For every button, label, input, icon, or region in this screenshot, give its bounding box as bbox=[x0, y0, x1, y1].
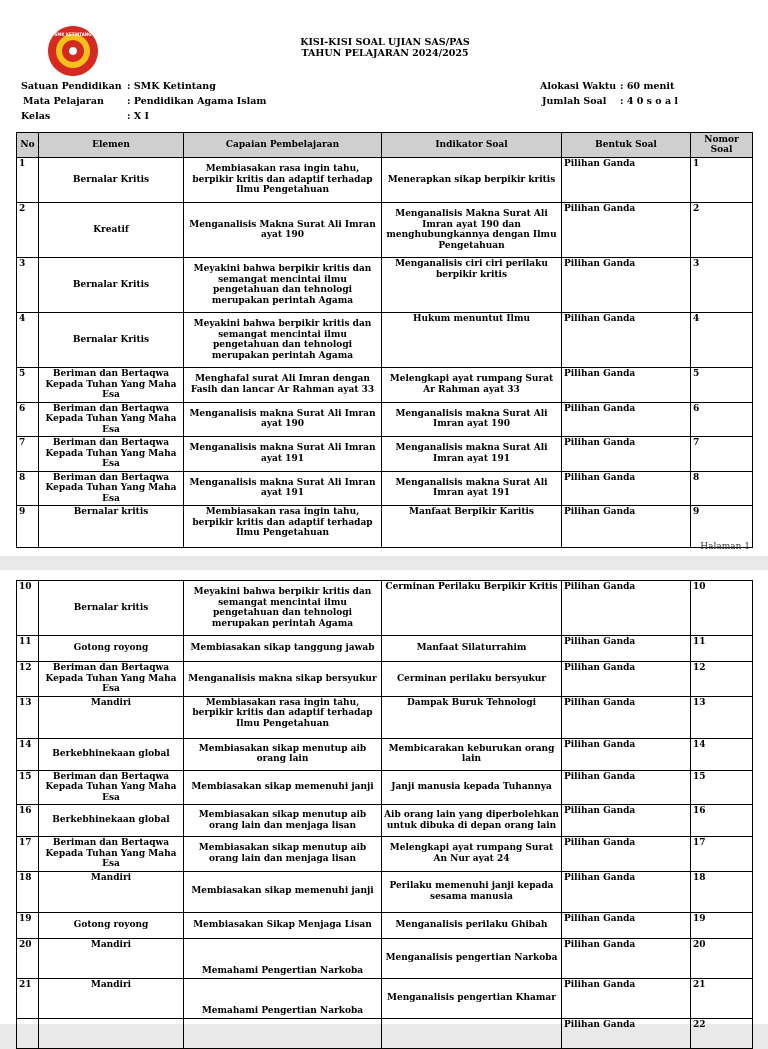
table-row: 11 Gotong royong Membiasakan sikap tanggung jawab Manfaat Silaturrahim Pilihan Ganda 11 bbox=[17, 636, 753, 662]
header-nomor: Nomor Soal bbox=[691, 133, 753, 158]
table-row: 5 Beriman dan Bertaqwa Kepada Tuhan Yang Maha Esa Menghafal surat Ali Imran dengan Fasih dan lancar Ar Rahman ayat 33 Melengkapi ayat rumpang Surat Ar Rahman ayat 33 Pilihan Ganda 5 bbox=[17, 368, 753, 403]
table-row: 17 Beriman dan Bertaqwa Kepada Tuhan Yang Maha Esa Membiasakan sikap menutup aib orang lain dan menjaga lisan Melengkapi ayat rumpang Surat An Nur ayat 24 Pilihan Ganda 17 bbox=[17, 837, 753, 872]
jumlah-label: Jumlah Soal bbox=[542, 96, 607, 107]
satuan-label: Satuan Pendidikan bbox=[21, 81, 122, 92]
table-row: 18 Mandiri Membiasakan sikap memenuhi janji Perilaku memenuhi janji kepada sesama manusia Pilihan Ganda 18 bbox=[17, 871, 753, 912]
page-number: Halaman 1 bbox=[700, 542, 750, 552]
table-row: 3 Bernalar Kritis Meyakini bahwa berpikir kritis dan semangat mencintai ilmu pengetahuan dan tehnologi merupakan perintah Agama Menganalisis ciri ciri perilaku berpikir kritis Pilihan Ganda 3 bbox=[17, 258, 753, 313]
kisi-table-page-1 bbox=[16, 132, 753, 548]
jumlah-value: : 4 0 s o a l bbox=[620, 96, 679, 107]
table-row: 4 Bernalar Kritis Meyakini bahwa berpikir kritis dan semangat mencintai ilmu pengetahuan dan tehnologi merupakan perintah Agama Hukum menuntut Ilmu Pilihan Ganda 4 bbox=[17, 313, 753, 368]
table-row: 6 Beriman dan Bertaqwa Kepada Tuhan Yang Maha Esa Menganalisis makna Surat Ali Imran ayat 190 Menganalisis makna Surat Ali Imran ayat 190 Pilihan Ganda 6 bbox=[17, 402, 753, 437]
table-row: 16 Berkebhinekaan global Membiasakan sikap menutup aib orang lain dan menjaga lisan Aib orang lain yang diperbolehkan untuk dibuka di depan orang lain Pilihan Ganda 16 bbox=[17, 805, 753, 837]
kisi-table-page-2 bbox=[16, 580, 753, 1049]
document-page-2 bbox=[0, 570, 768, 1030]
kelas-label: Kelas bbox=[21, 111, 51, 122]
table-row: 8 Beriman dan Bertaqwa Kepada Tuhan Yang Maha Esa Menganalisis makna Surat Ali Imran ayat 191 Menganalisis makna Surat Ali Imran ayat 191 Pilihan Ganda 8 bbox=[17, 471, 753, 506]
mapel-value: : Pendidikan Agama Islam bbox=[127, 96, 267, 107]
table-row: 14 Berkebhinekaan global Membiasakan sikap menutup aib orang lain Membicarakan keburukan orang lain Pilihan Ganda 14 bbox=[17, 738, 753, 770]
table-row: 10 Bernalar kritis Meyakini bahwa berpikir kritis dan semangat mencintai ilmu pengetahuan dan tehnologi merupakan perintah Agama Cerminan Perilaku Berpikir Kritis Pilihan Ganda 10 bbox=[17, 581, 753, 636]
table-row: 7 Beriman dan Bertaqwa Kepada Tuhan Yang Maha Esa Menganalisis makna Surat Ali Imran ayat 191 Menganalisis makna Surat Ali Imran ayat 191 Pilihan Ganda 7 bbox=[17, 437, 753, 472]
table-row: 15 Beriman dan Bertaqwa Kepada Tuhan Yang Maha Esa Membiasakan sikap memenuhi janji Janji manusia kepada Tuhannya Pilihan Ganda 15 bbox=[17, 770, 753, 805]
svg-text:SMK KETINTANG: SMK KETINTANG bbox=[54, 32, 92, 37]
table-row: 2 Kreatif Menganalisis Makna Surat Ali Imran ayat 190 Menganalisis Makna Surat Ali Imran ayat 190 dan menghubungkannya dengan Ilmu Pengetahuan Pilihan Ganda 2 bbox=[17, 203, 753, 258]
header-bentuk: Bentuk Soal bbox=[562, 133, 691, 158]
table-row: 13 Mandiri Membiasakan rasa ingin tahu, berpikir kritis dan adaptif terhadap Ilmu Pengetahuan Dampak Buruk Tehnologi Pilihan Ganda 13 bbox=[17, 696, 753, 738]
table-row: Pilihan Ganda 22 bbox=[17, 1018, 753, 1048]
alokasi-value: : 60 menit bbox=[620, 81, 675, 92]
mapel-label: Mata Pelajaran bbox=[23, 96, 104, 107]
table-row: 9 Bernalar kritis Membiasakan rasa ingin tahu, berpikir kritis dan adaptif terhadap Ilmu Pengetahuan Manfaat Berpikir Karitis Pilihan Ganda 9 bbox=[17, 506, 753, 548]
header-no: No bbox=[17, 133, 39, 158]
satuan-value: : SMK Ketintang bbox=[127, 81, 216, 92]
table-row: 12 Beriman dan Bertaqwa Kepada Tuhan Yang Maha Esa Menganalisis makna sikap bersyukur Cerminan perilaku bersyukur Pilihan Ganda 12 bbox=[17, 662, 753, 697]
header-indikator: Indikator Soal bbox=[382, 133, 562, 158]
table-row: 20 Mandiri Memahami Pengertian Narkoba Menganalisis pengertian Narkoba Pilihan Ganda 20 bbox=[17, 938, 753, 978]
school-logo bbox=[47, 25, 99, 77]
table-row: 1 Bernalar Kritis Membiasakan rasa ingin tahu, berpikir kritis dan adaptif terhadap Ilmu Pengetahuan Menerapkan sikap berpikir kritis Pilihan Ganda 1 bbox=[17, 158, 753, 203]
table-row: 19 Gotong royong Membiasakan Sikap Menjaga Lisan Menganalisis perilaku Ghibah Pilihan Ganda 19 bbox=[17, 912, 753, 938]
document-title: KISI-KISI SOAL UJIAN SAS/PAS TAHUN PELAJARAN 2024/2025 bbox=[300, 37, 470, 59]
alokasi-label: Alokasi Waktu bbox=[540, 81, 617, 92]
kelas-value: : X I bbox=[127, 111, 149, 122]
table-row: 21 Mandiri Memahami Pengertian Narkoba Menganalisis pengertian Khamar Pilihan Ganda 21 bbox=[17, 978, 753, 1018]
header-capaian: Capaian Pembelajaran bbox=[184, 133, 382, 158]
header-elemen: Elemen bbox=[39, 133, 184, 158]
